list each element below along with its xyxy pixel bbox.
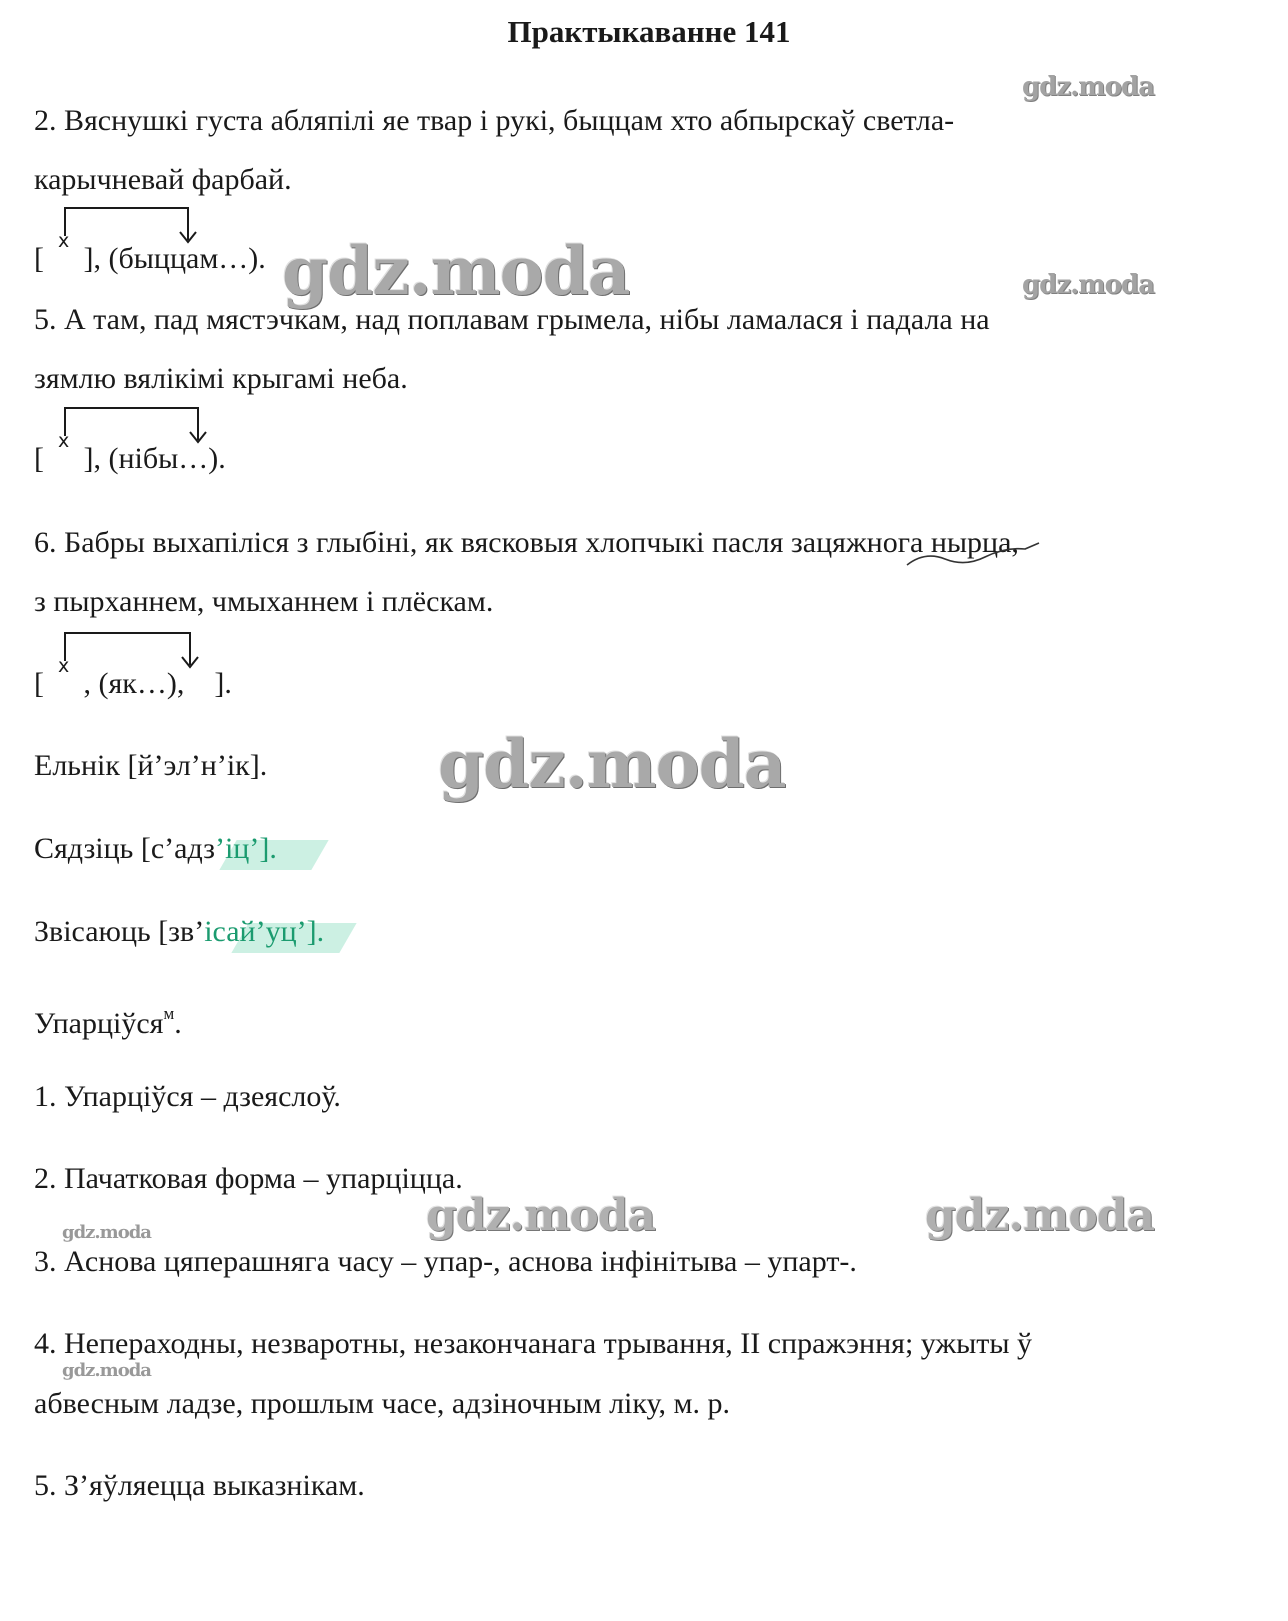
subject-mark: x xyxy=(58,655,70,677)
morph-mark: м xyxy=(163,1004,175,1023)
transcription: [с’адз’іц’]. xyxy=(140,832,277,865)
morph-item-1: 1. Упарціўся – дзеяслоў. xyxy=(34,1080,341,1113)
watermark-logo: gdz.moda xyxy=(62,1360,151,1381)
sentence-2-schema xyxy=(34,230,266,276)
watermark-logo: gdz.moda xyxy=(282,232,630,310)
wavy-underline-mark xyxy=(905,535,1045,575)
subject-mark: x xyxy=(58,430,70,452)
sentence-2-line-1: 2. Вяснушкі густа абляпілі яе твар і рукі, быццам хто абпырскаў светла- xyxy=(34,104,955,137)
morph-item-2: 2. Пачатковая форма – упарціцца. xyxy=(34,1162,463,1195)
watermark-logo: gdz.moda xyxy=(62,1222,151,1243)
schema-open-bracket: [ xyxy=(34,442,44,475)
sentence-2-line-2: карычневай фарбай. xyxy=(34,163,292,196)
dependency-arrow xyxy=(62,206,202,246)
phonetic-ellnik xyxy=(34,748,267,784)
phonetic-zvisaiuc xyxy=(34,914,324,950)
sentence-6-schema xyxy=(34,655,232,701)
morph-item-4: 4. Непераходны, незваротны, незакончанага трывання, ІІ спражэння; ужыты ў xyxy=(34,1327,1033,1360)
watermark-logo: gdz.moda xyxy=(426,1190,656,1241)
schema-tail: ], (нібы…). xyxy=(83,442,226,475)
sentence-6-line-2: з пырханнем, чмыханнем і плёскам. xyxy=(34,585,494,618)
sentence-6-line-1: 6. Бабры выхапіліся з глыбіні, як вясковыя хлопчыкі пасля зацяжнога нырца, xyxy=(34,526,1019,559)
transcription: [зв’ісай’уц’]. xyxy=(158,915,325,948)
watermark-logo: gdz.moda xyxy=(1022,270,1155,300)
watermark-logo: gdz.moda xyxy=(1022,72,1155,102)
morph-item-4-cont: абвесным ладзе, прошлым часе, адзіночным ліку, м. р. xyxy=(34,1387,731,1420)
morph-item-5: 5. З’яўляецца выказнікам. xyxy=(34,1469,365,1502)
phonetic-siadzic xyxy=(34,831,277,867)
subject-mark: x xyxy=(58,230,70,252)
schema-tail: , (як…), ]. xyxy=(83,667,232,700)
watermark-logo: gdz.moda xyxy=(438,725,786,803)
schema-open-bracket: [ xyxy=(34,242,44,275)
dependency-arrow xyxy=(62,631,212,671)
transcription: [й’эл’н’ік]. xyxy=(127,749,268,782)
word: Звісаюць xyxy=(34,915,151,948)
sentence-5-line-2: зямлю вялікімі крыгамі неба. xyxy=(34,362,408,395)
sentence-5-schema xyxy=(34,430,226,476)
page-title: Практыкаванне 141 xyxy=(507,14,791,49)
morph-word: Упарціўся$^м$. xyxy=(34,1004,182,1040)
sentence-5-line-1: 5. А там, пад мястэчкам, над поплавам грымела, нібы ламалася і падала на xyxy=(34,303,990,336)
word: Ельнік xyxy=(34,749,120,782)
schema-open-bracket: [ xyxy=(34,667,44,700)
dependency-arrow xyxy=(62,406,212,446)
morph-item-3: 3. Аснова цяперашняга часу – упар-, аснова інфінітыва – упарт-. xyxy=(34,1245,857,1278)
schema-tail: ], (быццам…). xyxy=(83,242,266,275)
word: Сядзіць xyxy=(34,832,134,865)
watermark-logo: gdz.moda xyxy=(925,1190,1155,1241)
